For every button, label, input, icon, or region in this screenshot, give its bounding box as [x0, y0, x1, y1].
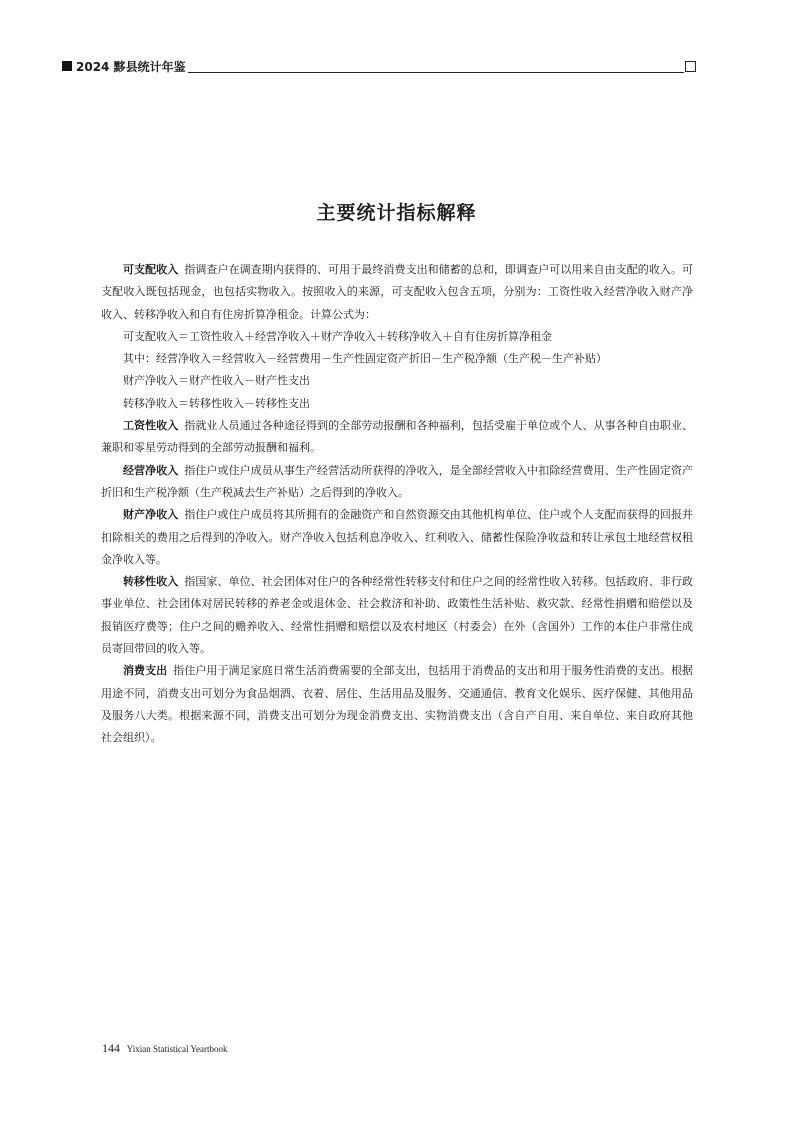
definition-paragraph — [101, 460, 693, 505]
definition-paragraph — [101, 504, 693, 571]
definition-term: 消费支出 — [123, 664, 168, 678]
formula-line: 财产净收入＝财产性收入－财产性支出 — [123, 374, 310, 388]
definition-text: 指就业人员通过各种途径得到的全部劳动报酬和各种福利，包括受雇于单位或个人、从事各种自由职业、兼职和零星劳动得到的全部劳动报酬和福利。 — [101, 419, 694, 455]
definition-text: 指国家、单位、社会团体对住户的各种经常性转移支付和住户之间的经常性收入转移。包括政府、非行政事业单位、社会团体对居民转移的养老金或退休金、社会救济和补助、政策性生活补贴、救灾款、经常性捐赠和赔偿以及报销医疗费等；住户之间的赡养收入、经常性捐赠和赔偿以及农村地区（村委会）在外（含国外）工作的本住户非常住成员寄回带回的收入等。 — [101, 575, 694, 656]
definition-text: 指住户用于满足家庭日常生活消费需要的全部支出，包括用于消费品的支出和用于服务性消费的支出。根据用途不同，消费支出可划分为食品烟酒、衣着、居住、生活用品及服务、交通通信、教育文化娱乐、医疗保健、其他用品及服务八大类。根据来源不同，消费支出可划分为现金消费支出、实物消费支出（含自产自用、来自单位、来自政府其他社会组织）。 — [101, 664, 694, 745]
definition-term: 可支配收入 — [123, 263, 179, 276]
page-title: 主要统计指标解释 — [316, 202, 477, 224]
page-footer — [102, 1041, 228, 1056]
definition-term: 工资性收入 — [123, 419, 179, 433]
footer-book-title: Yixian Statistical Yeartbook — [126, 1044, 228, 1054]
formula-line: 转移净收入＝转移性收入－转移性支出 — [123, 396, 310, 410]
definition-text: 指住户或住户成员将其所拥有的金融资产和自然资源交由其他机构单位、住户或个人支配而获得的回报并扣除相关的费用之后得到的净收入。财产净收入包括利息净收入、红利收入、储蓄性保险净收益和转让承包土地经营权租金净收入等。 — [101, 508, 694, 566]
definition-text: 指住户或住户成员从事生产经营活动所获得的净收入，是全部经营收入中扣除经营费用、生产性固定资产折旧和生产税净额（生产税减去生产补贴）之后得到的净收入。 — [101, 463, 694, 499]
formula-line: 其中：经营净收入＝经营收入－经营费用－生产性固定资产折旧－生产税净额（生产税－生产补贴） — [123, 352, 607, 366]
header-box-mark — [685, 61, 696, 72]
header-rule — [188, 72, 684, 73]
formula-line: 可支配收入＝工资性收入＋经营净收入＋财产净收入＋转移净收入＋自有住房折算净租金 — [123, 329, 552, 343]
definition-term: 经营净收入 — [123, 463, 179, 477]
definition-term: 财产净收入 — [123, 508, 179, 522]
definition-paragraph — [101, 571, 693, 660]
header-square-mark — [62, 61, 72, 71]
page-number: 144 — [102, 1041, 120, 1055]
definition-paragraph — [101, 259, 693, 326]
header-title: 2024 黟县统计年鉴 — [76, 60, 186, 74]
definition-text: 指调查户在调查期内获得的、可用于最终消费支出和储蓄的总和，即调查户可以用来自由支配的收入。可支配收入既包括现金，也包括实物收入。按照收入的来源，可支配收入包含五项，分别为：工资性收入经营净收入财产净收入、转移净收入和自有住房折算净租金。计算公式为： — [101, 263, 694, 321]
definition-term: 转移性收入 — [123, 575, 179, 589]
definition-paragraph — [101, 415, 693, 460]
running-header — [62, 60, 696, 74]
definitions-body — [101, 259, 693, 750]
definition-paragraph — [101, 660, 693, 749]
